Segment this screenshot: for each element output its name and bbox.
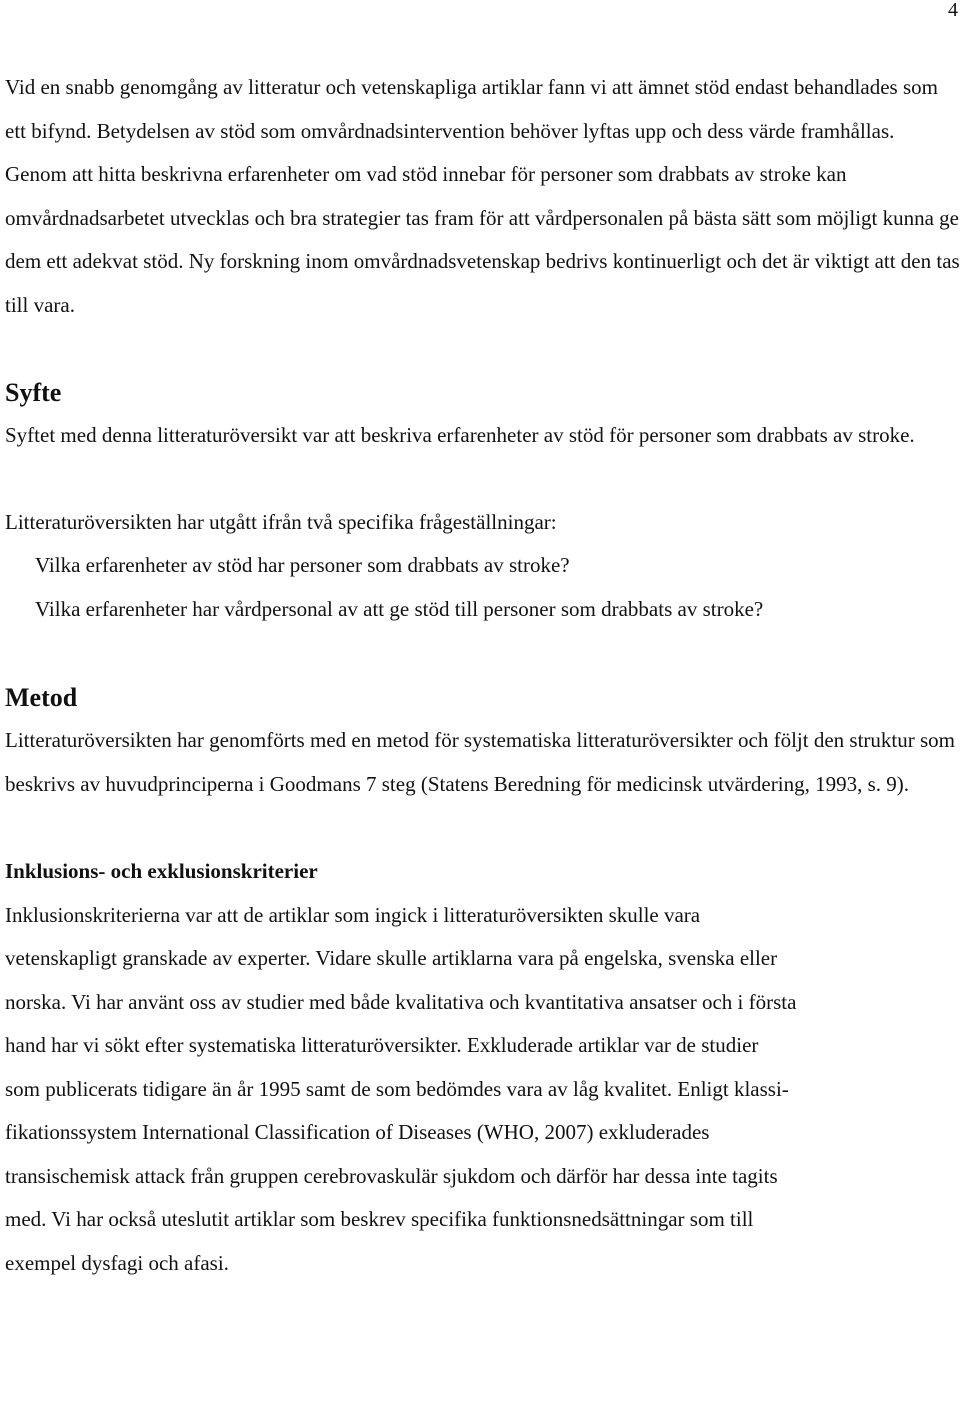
page-number: 4: [948, 0, 958, 21]
intro-paragraph: Vid en snabb genomgång av litteratur och vetenskapliga artiklar fann vi att ämnet stöd endast behandlades som ett bifynd. Betydelsen av stöd som omvårdnadsintervention behöver lyftas upp och dess värde framhållas. Genom att hitta beskrivna erfarenheter om vad stöd innebar för personer som drabbats av stroke kan omvårdnadsarbetet utvecklas och bra strategier tas fram för att vårdpersonalen på bästa sätt som möjligt kunna ge dem ett adekvat stöd. Ny forskning inom omvårdnadsvetenskap bedrivs kontinuerligt och det är viktigt att den tas till vara.: [5, 75, 960, 317]
metod-paragraph: Litteraturöversikten har genomförts med en metod för systematiska litteraturöversikter och följt den struktur som beskrivs av huvudprinciperna i Goodmans 7 steg (Statens Beredning för medicinsk utvärdering, 1993, s. 9).: [5, 728, 955, 796]
syfte-heading: Syfte: [5, 378, 62, 407]
kriterier-line: norska. Vi har använt oss av studier med både kvalitativa och kvantitativa ansatser och i första: [5, 989, 797, 1014]
spacer: [5, 806, 960, 850]
kriterier-paragraph: [5, 894, 960, 1286]
spacer: [5, 327, 960, 371]
kriterier-line: hand har vi sökt efter systematiska litteraturöversikter. Exkluderade artiklar var de studier: [5, 1033, 759, 1057]
kriterier-line: fikationssystem International Classification of Diseases (WHO, 2007) exkluderades: [5, 1120, 710, 1144]
kriterier-line: Inklusionskriterierna var att de artiklar som ingick i litteraturöversikten skulle vara: [5, 902, 701, 927]
spacer: [5, 458, 960, 501]
document-body: [5, 66, 960, 1285]
kriterier-line: exempel dysfagi och afasi.: [5, 1250, 229, 1275]
kriterier-heading: Inklusions- och exklusionskriterier: [5, 859, 318, 883]
kriterier-line: med. Vi har också uteslutit artiklar som beskrev specifika funktionsnedsättningar som till: [5, 1207, 754, 1231]
kriterier-line: som publicerats tidigare än år 1995 samt de som bedömdes vara av låg kvalitet. Enligt klassi-: [5, 1076, 789, 1101]
spacer: [5, 631, 960, 676]
question-2: Vilka erfarenheter har vårdpersonal av att ge stöd till personer som drabbats av stroke?: [35, 596, 764, 621]
kriterier-line: transischemisk attack från gruppen cerebrovaskulär sjukdom och därför har dessa inte tagits: [5, 1163, 778, 1188]
questions-intro: Litteraturöversikten har utgått ifrån två specifika frågeställningar:: [5, 509, 557, 534]
kriterier-line: vetenskapligt granskade av experter. Vidare skulle artiklarna vara på engelska, svenska eller: [5, 946, 778, 970]
syfte-paragraph: Syftet med denna litteraturöversikt var att beskriva erfarenheter av stöd för personer som drabbats av stroke.: [5, 423, 915, 447]
metod-heading: Metod: [5, 683, 78, 712]
question-1: Vilka erfarenheter av stöd har personer som drabbats av stroke?: [35, 553, 570, 577]
